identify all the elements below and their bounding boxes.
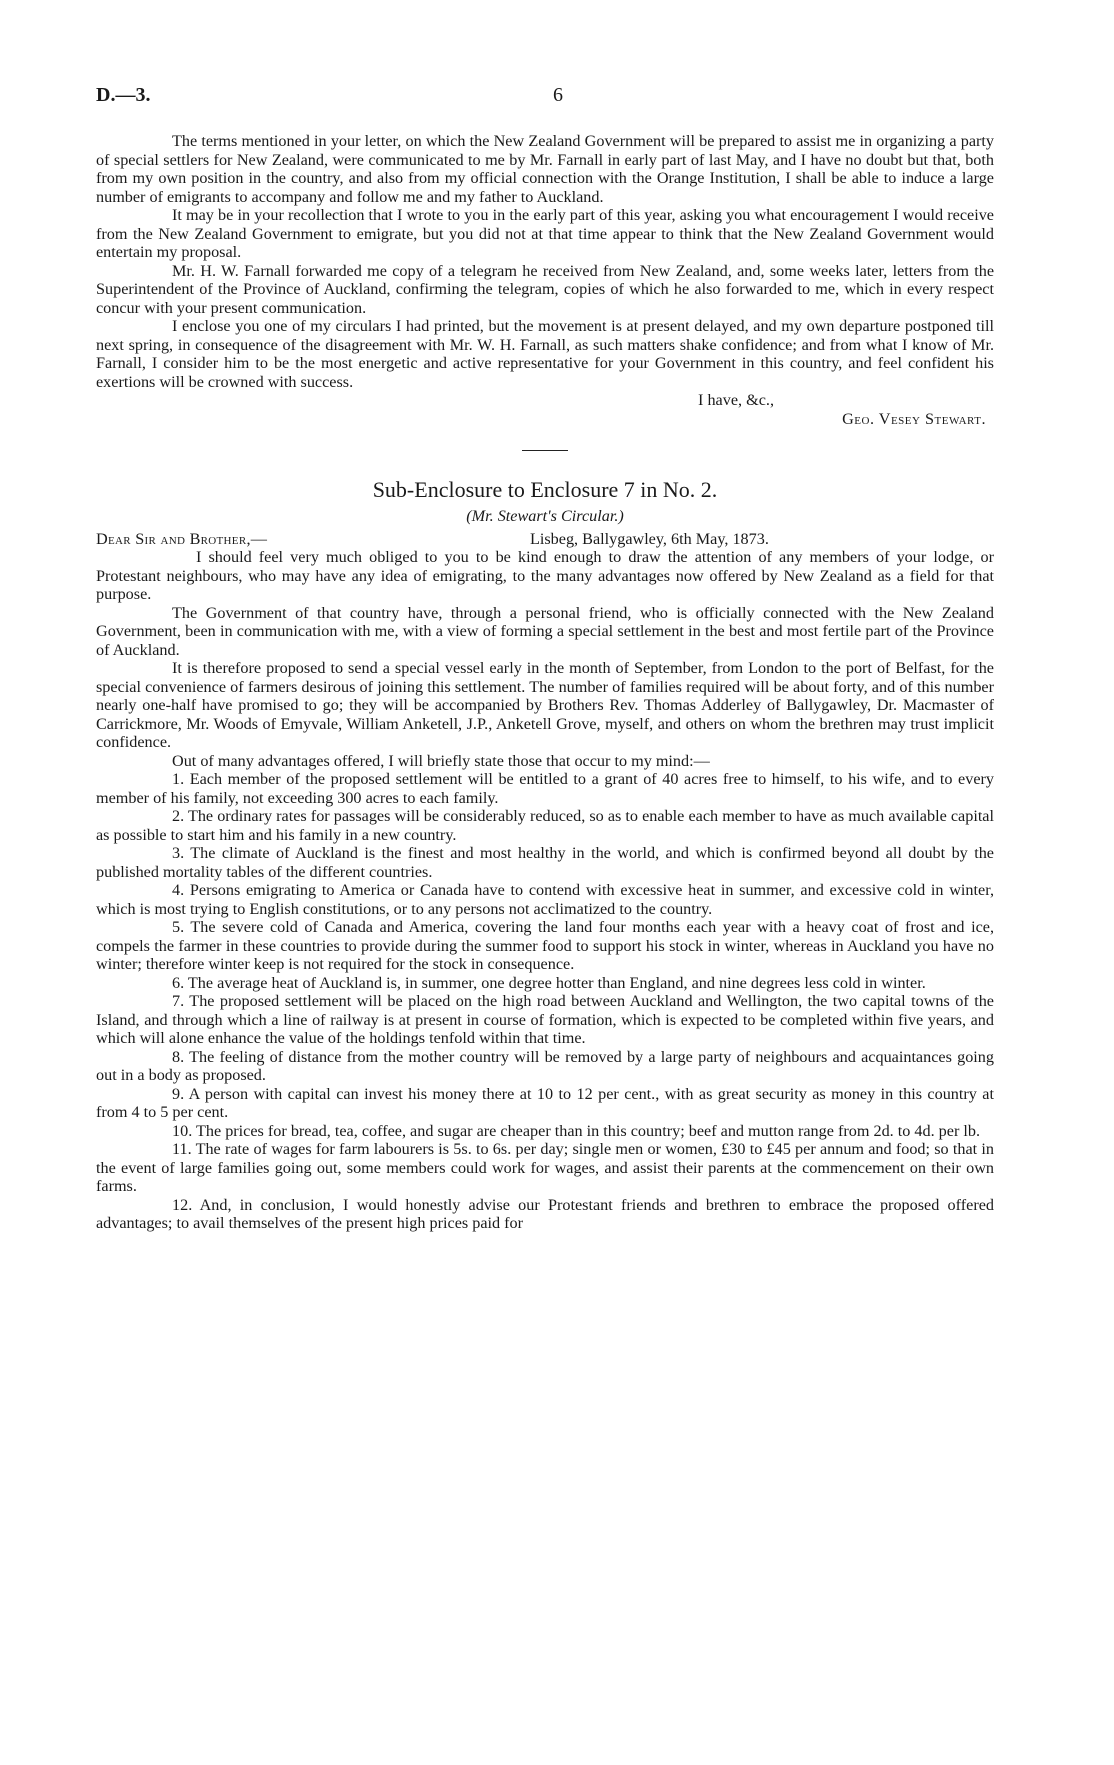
- enclosure-title: Sub-Enclosure to Enclosure 7 in No. 2.: [372, 477, 718, 502]
- dateline: Lisbeg, Ballygawley, 6th May, 1873.: [530, 529, 769, 548]
- salutation-row: [96, 530, 994, 549]
- numbered-item: 3. The climate of Auckland is the finest and most healthy in the world, and which is confirmed beyond all doubt by the published mortality tables of the different countries.: [96, 844, 994, 881]
- numbered-item: 6. The average heat of Auckland is, in summer, one degree hotter than England, and nine degrees less cold in winter.: [172, 973, 926, 992]
- numbered-item: 9. A person with capital can invest his money there at 10 to 12 per cent., with as great security as money in this country at from 4 to 5 per cent.: [96, 1084, 994, 1121]
- numbered-item: 4. Persons emigrating to America or Canada have to contend with excessive heat in summer, and excessive cold in winter, which is most trying to English constitutions, or to any persons not acclimatized to the country.: [96, 881, 994, 918]
- page-header: [0, 84, 1114, 114]
- section-divider: [522, 450, 568, 451]
- page-body: [96, 132, 994, 1233]
- page-number: 6: [553, 84, 563, 106]
- enclosure-subtitle: (Mr. Stewart's Circular.): [466, 507, 624, 525]
- letter-paragraph: The terms mentioned in your letter, on which the New Zealand Government will be prepared to assist me in organizing a party of special settlers for New Zealand, were communicated to me by Mr. Farnall in early part of last May, and I have no doubt but that, both from my own position in the country, and also from my official connection with the Orange Institution, I shall be able to induce a large number of emigrants to accompany and follow me and my father to Auckland.: [96, 132, 994, 206]
- signature: Geo. Vesey Stewart.: [842, 409, 986, 428]
- numbered-item: 5. The severe cold of Canada and America, covering the land four months each year with a heavy coat of frost and ice, compels the farmer in these countries to provide during the summer food to support his stock in winter, whereas in Auckland you have no winter; therefore winter keep is not required for the stock in consequence.: [96, 918, 994, 973]
- circular-paragraph: The Government of that country have, through a personal friend, who is officially connected with the New Zealand Government, been in communication with me, with a view of forming a special settlement in the best and most fertile part of the Province of Auckland.: [96, 603, 994, 659]
- circular-paragraph: It is therefore proposed to send a special vessel early in the month of September, from London to the port of Belfast, for the special convenience of farmers desirous of joining this settlement. The number of families required will be about forty, and of this number nearly one-half have promised to go; they will be accompanied by Brothers Rev. Thomas Adderley of Ballygawley, Dr. Macmaster of Carrickmore, Mr. Woods of Emyvale, William Anketell, J.P., Anketell Grove, myself, and others on whom the brethren may trust implicit confidence.: [96, 659, 994, 751]
- numbered-item: 1. Each member of the proposed settlement will be entitled to a grant of 40 acres free to himself, to his wife, and to every member of his family, not exceeding 300 acres to each family.: [96, 770, 994, 807]
- numbered-item: 7. The proposed settlement will be placed on the high road between Auckland and Wellington, the two capital towns of the Island, and through which a line of railway is at present in course of formation, which is expected to be completed within five years, and which will alone enhance the value of the holdings tenfold within that time.: [96, 992, 994, 1047]
- salutation: Dear Sir and Brother,—: [96, 529, 268, 548]
- closing-line: I have, &c.,: [698, 391, 774, 409]
- numbered-item: 10. The prices for bread, tea, coffee, and sugar are cheaper than in this country; beef and mutton range from 2d. to 4d. per lb.: [172, 1121, 981, 1140]
- circular-paragraph: I should feel very much obliged to you to be kind enough to draw the attention of any members of your lodge, or Protestant neighbours, who may have any idea of emigrating, to the many advantages now offered by New Zealand as a field for that purpose.: [96, 548, 994, 603]
- letter-body: [96, 132, 994, 391]
- letter-signoff: [96, 391, 994, 428]
- document-reference: D.—3.: [96, 84, 151, 106]
- numbered-item: 8. The feeling of distance from the mother country will be removed by a large party of neighbours and acquaintances going out in a body as proposed.: [96, 1047, 994, 1084]
- circular-paragraph: Out of many advantages offered, I will briefly state those that occur to my mind:—: [172, 751, 710, 770]
- letter-paragraph: Mr. H. W. Farnall forwarded me copy of a telegram he received from New Zealand, and, some weeks later, letters from the Superintendent of the Province of Auckland, confirming the telegram, copies of which he also forwarded to me, which in every respect concur with your present communication.: [96, 261, 994, 317]
- numbered-item: 11. The rate of wages for farm labourers is 5s. to 6s. per day; single men or women, £30 to £45 per annum and food; so that in the event of large families going out, some members could work for wages, and assist their parents at the commencement on their own farms.: [96, 1140, 994, 1195]
- circular-body: [96, 548, 994, 1233]
- letter-paragraph: I enclose you one of my circulars I had printed, but the movement is at present delayed, and my own departure postponed till next spring, in consequence of the disagreement with Mr. W. H. Farnall, as such matters shake confidence; and from what I know of Mr. Farnall, I consider him to be the most energetic and active representative for your Government in this country, and feel confident his exertions will be crowned with success.: [96, 317, 994, 391]
- numbered-item: 2. The ordinary rates for passages will be considerably reduced, so as to enable each member to have as much available capital as possible to start him and his family in a new country.: [96, 807, 994, 844]
- letter-paragraph: It may be in your recollection that I wrote to you in the early part of this year, asking you what encouragement I would receive from the New Zealand Government to emigrate, but you did not at that time appear to think that the New Zealand Government would entertain my proposal.: [96, 206, 994, 261]
- numbered-item: 12. And, in conclusion, I would honestly advise our Protestant friends and brethren to embrace the proposed offered advantages; to avail themselves of the present high prices paid for: [96, 1195, 994, 1232]
